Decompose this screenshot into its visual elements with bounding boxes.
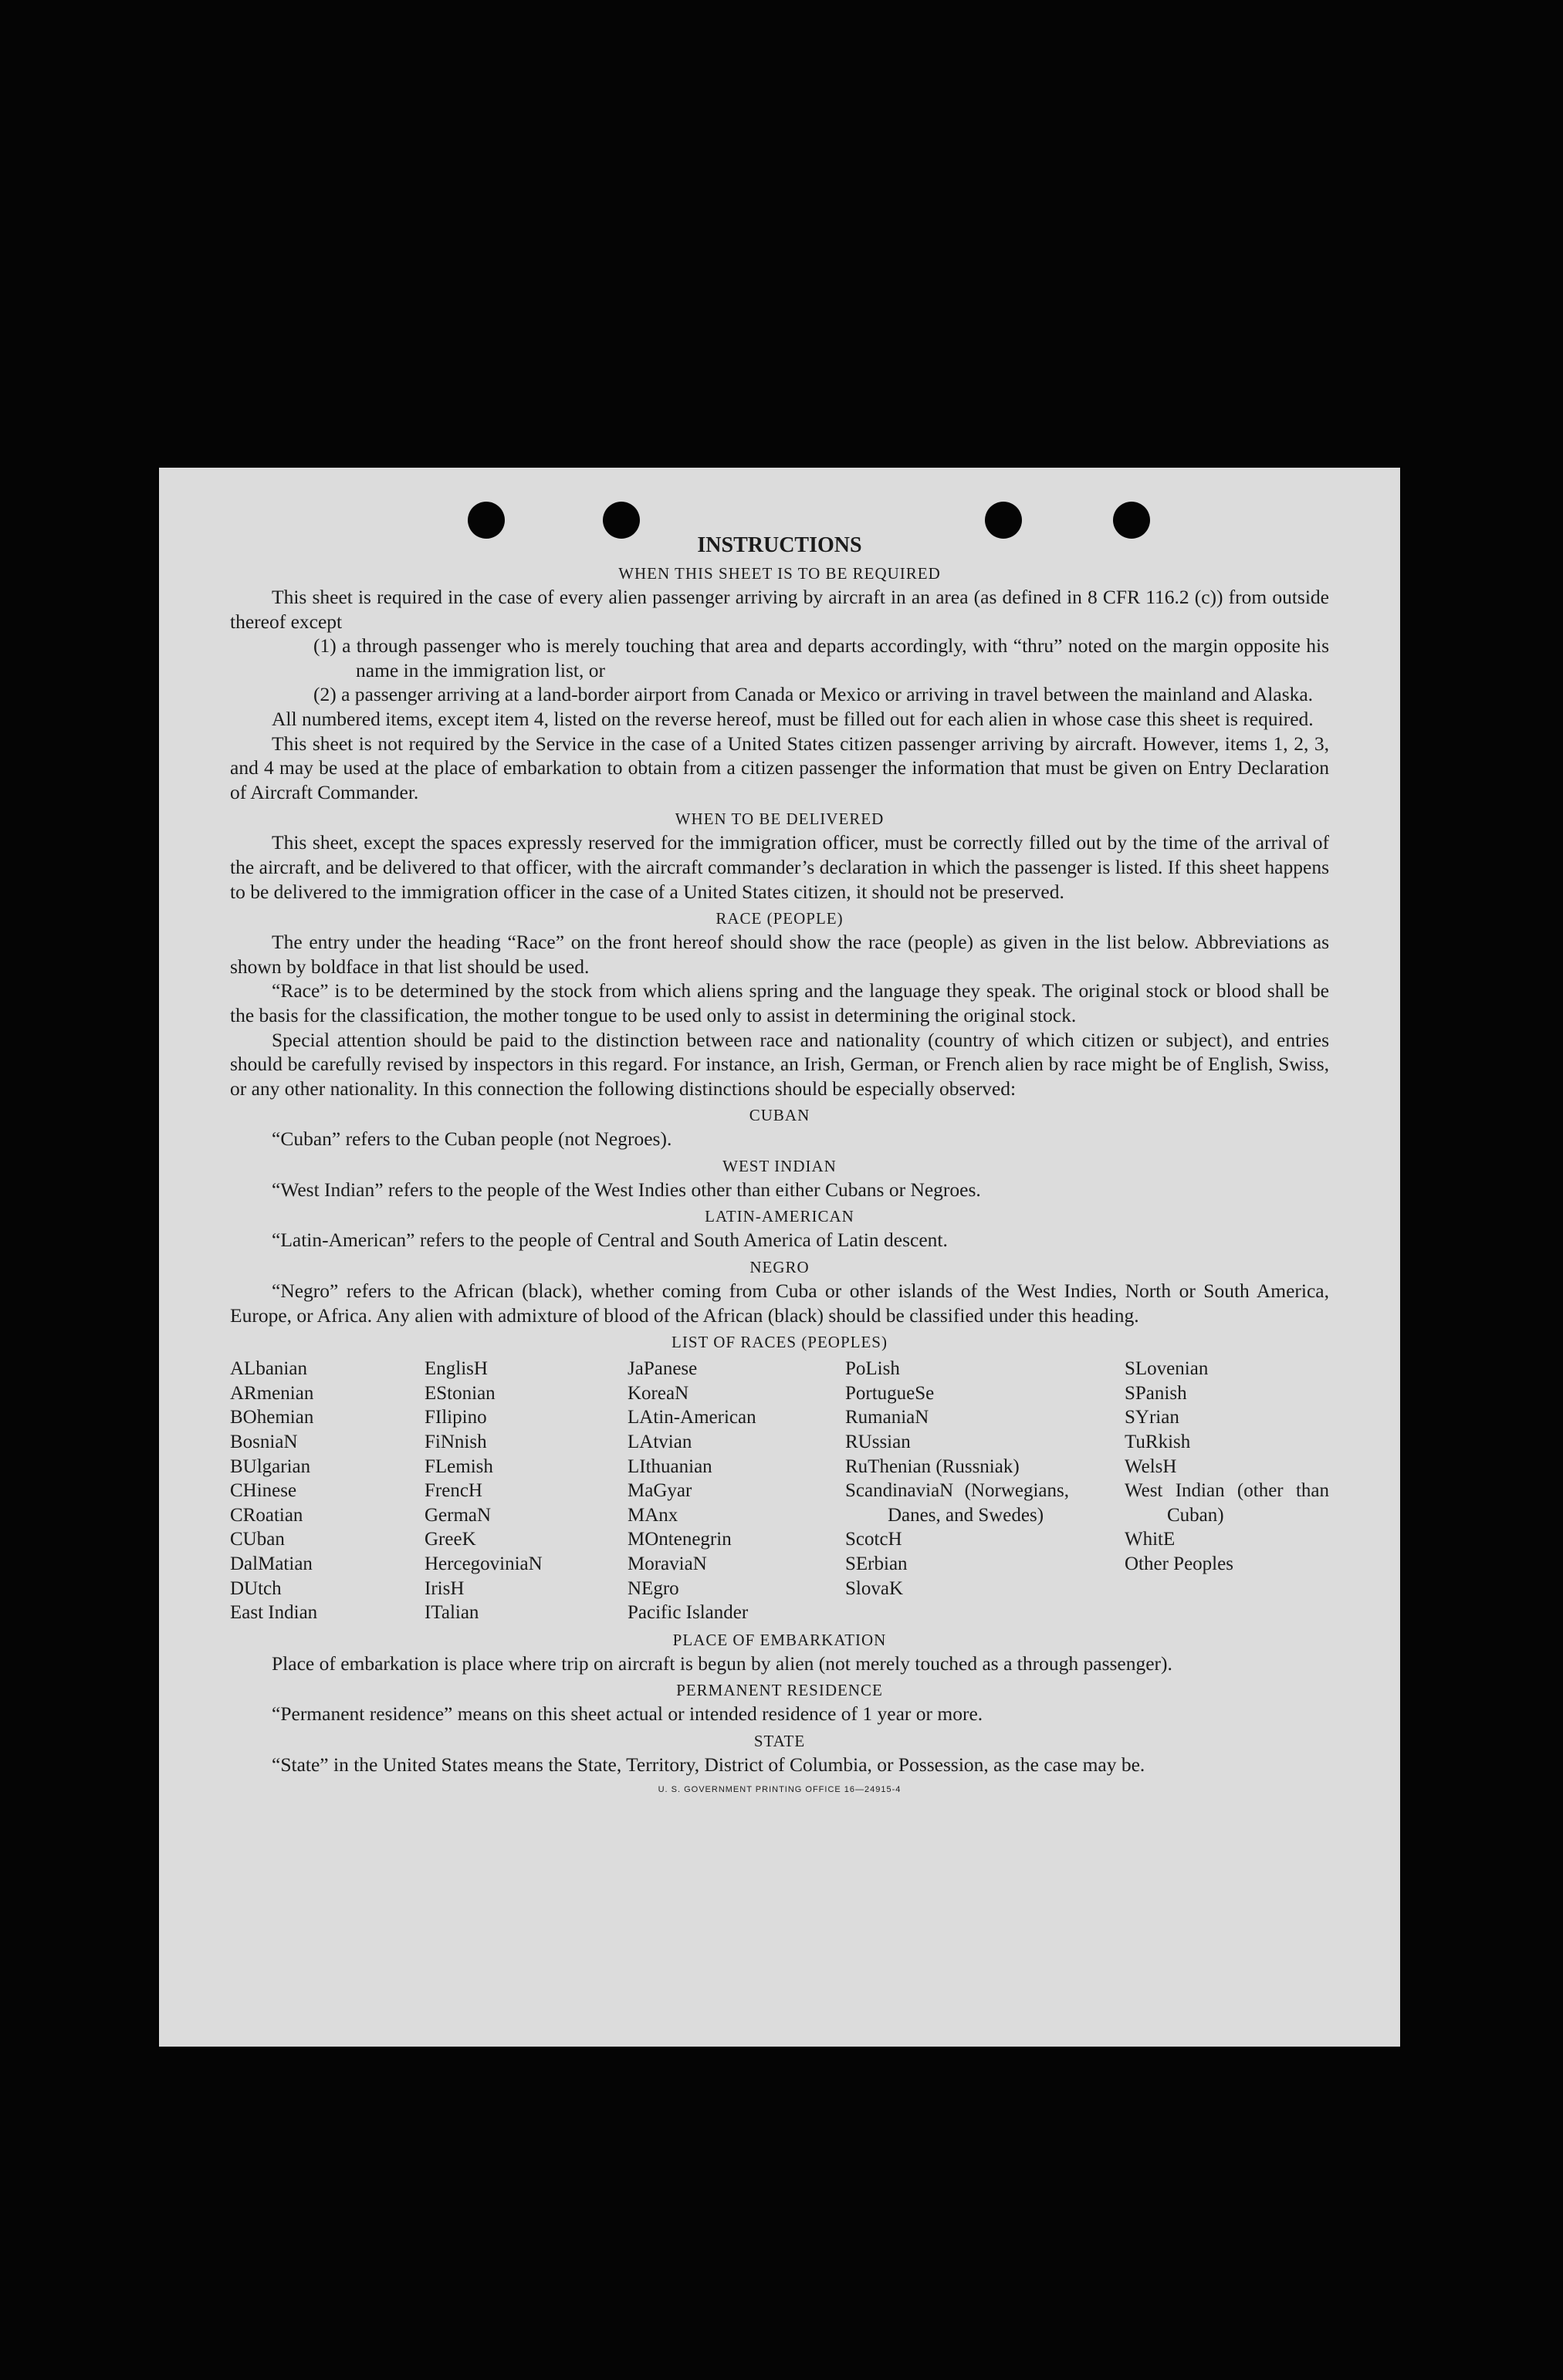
paragraph: “State” in the United States means the State, Territory, District of Columbia, or Possession, as the case may be. bbox=[272, 1753, 1145, 1776]
race-column bbox=[845, 1357, 1069, 1625]
section-heading: WHEN THIS SHEET IS TO BE REQUIRED bbox=[618, 564, 941, 583]
race-item: TuRkish bbox=[1125, 1432, 1191, 1453]
list-item: (1) a through passenger who is merely touching that area and departs accordingly, with “thru” noted on the margin opposite his name in the immigration list, or bbox=[313, 634, 1329, 681]
race-item: FLemish bbox=[425, 1455, 493, 1477]
race-item: MOntenegrin bbox=[628, 1529, 732, 1550]
race-item: WhitE bbox=[1125, 1529, 1176, 1550]
race-item: MAnx bbox=[628, 1504, 678, 1526]
race-item: FrencH bbox=[425, 1480, 482, 1502]
race-item: SYrian bbox=[1125, 1407, 1179, 1428]
paragraph: “Race” is to be determined by the stock from which aliens spring and the language they speak. The original stock or blood shall be the basis for the classification, the mother tongue to be used only to assist in determining the original stock. bbox=[230, 979, 1329, 1026]
race-item: ITalian bbox=[425, 1602, 479, 1624]
race-item: West Indian (other than Cuban) bbox=[1125, 1480, 1329, 1526]
paragraph: The entry under the heading “Race” on the front hereof should show the race (people) as given in the list below. Abbreviations as shown by boldface in that list should be used. bbox=[230, 931, 1329, 978]
race-item: FiNnish bbox=[425, 1432, 487, 1453]
race-item: ScandinaviaN (Norwegians, Danes, and Swedes) bbox=[845, 1480, 1069, 1526]
paragraph: All numbered items, except item 4, listed on the reverse hereof, must be filled out for each alien in whose case this sheet is required. bbox=[272, 707, 1314, 730]
race-item: GermaN bbox=[425, 1504, 492, 1526]
race-item: HercegoviniaN bbox=[425, 1553, 543, 1574]
race-item: SlovaK bbox=[845, 1577, 903, 1599]
race-column bbox=[1125, 1357, 1329, 1625]
race-column bbox=[628, 1357, 845, 1625]
section-heading: LATIN-AMERICAN bbox=[705, 1207, 854, 1226]
list-item: (2) a passenger arriving at a land-border airport from Canada or Mexico or arriving in travel between the mainland and Alaska. bbox=[313, 683, 1314, 706]
race-item: RumaniaN bbox=[845, 1407, 929, 1428]
race-item: EnglisH bbox=[425, 1358, 488, 1380]
section-heading: LIST OF RACES (PEOPLES) bbox=[672, 1333, 888, 1352]
race-item: MaGyar bbox=[628, 1480, 692, 1502]
race-item: LAtvian bbox=[628, 1432, 692, 1453]
race-item: PortugueSe bbox=[845, 1382, 935, 1404]
race-item: CHinese bbox=[230, 1480, 297, 1502]
race-item: DalMatian bbox=[230, 1553, 313, 1574]
page-title: INSTRUCTIONS bbox=[697, 533, 862, 557]
race-item: RUssian bbox=[845, 1432, 911, 1453]
race-item: PoLish bbox=[845, 1358, 900, 1380]
paragraph: This sheet, except the spaces expressly reserved for the immigration officer, must be correctly filled out by the time of the arrival of the aircraft, and be delivered to that officer, with the aircraft commander’s declaration in which the passenger is listed. If this sheet happens to be delivered to the immigration officer in the case of a United States citizen, it should not be preserved. bbox=[230, 831, 1329, 903]
paragraph: “Negro” refers to the African (black), whether coming from Cuba or other islands of the West Indies, North or South America, Europe, or Africa. Any alien with admixture of blood of the African (black) should be classified under this heading. bbox=[230, 1280, 1329, 1327]
paragraph: This sheet is required in the case of every alien passenger arriving by aircraft in an area (as defined in 8 CFR 116.2 (c)) from outside thereof except bbox=[230, 586, 1329, 633]
paragraph: Special attention should be paid to the distinction between race and nationality (country of which citizen or subject), and entries should be carefully revised by inspectors in this regard. For instance, an Irish, German, or French alien by race might be of English, Swiss, or any other nationality. In this connection the following distinctions should be especially observed: bbox=[230, 1028, 1329, 1100]
race-item: ALbanian bbox=[230, 1358, 307, 1380]
race-column bbox=[425, 1357, 628, 1625]
section-heading: NEGRO bbox=[749, 1258, 810, 1277]
paragraph: “Latin-American” refers to the people of Central and South America of Latin descent. bbox=[272, 1229, 948, 1252]
race-item: WelsH bbox=[1125, 1455, 1177, 1477]
section-heading: PLACE OF EMBARKATION bbox=[672, 1630, 887, 1649]
section-heading: WEST INDIAN bbox=[722, 1156, 837, 1175]
race-item: RuThenian (Russniak) bbox=[845, 1455, 1020, 1477]
race-item: ScotcH bbox=[845, 1529, 902, 1550]
race-item: EStonian bbox=[425, 1382, 496, 1404]
race-list bbox=[230, 1357, 1329, 1625]
section-heading: STATE bbox=[753, 1731, 806, 1750]
race-item: Other Peoples bbox=[1125, 1553, 1233, 1574]
race-item: GreeK bbox=[425, 1529, 476, 1550]
document-sheet bbox=[159, 468, 1400, 2047]
race-item: BUlgarian bbox=[230, 1455, 311, 1477]
race-item: SPanish bbox=[1125, 1382, 1187, 1404]
race-column bbox=[230, 1357, 425, 1625]
race-item: IrisH bbox=[425, 1577, 465, 1599]
section-heading: RACE (PEOPLE) bbox=[716, 909, 844, 928]
race-item: NEgro bbox=[628, 1577, 679, 1599]
race-item: KoreaN bbox=[628, 1382, 689, 1404]
race-item: Pacific Islander bbox=[628, 1602, 749, 1624]
paragraph: “West Indian” refers to the people of the West Indies other than either Cubans or Negroes. bbox=[272, 1178, 981, 1201]
race-item: LIthuanian bbox=[628, 1455, 712, 1477]
paragraph: “Permanent residence” means on this sheet actual or intended residence of 1 year or more. bbox=[272, 1702, 983, 1726]
race-item: SLovenian bbox=[1125, 1358, 1209, 1380]
race-item: JaPanese bbox=[628, 1358, 698, 1380]
instructions-content bbox=[230, 532, 1329, 1794]
printer-imprint: U. S. GOVERNMENT PRINTING OFFICE 16—24915-4 bbox=[658, 1784, 902, 1794]
race-item: BOhemian bbox=[230, 1407, 314, 1428]
paragraph: Place of embarkation is place where trip on aircraft is begun by alien (not merely touched as a through passenger). bbox=[272, 1651, 1172, 1675]
section-heading: WHEN TO BE DELIVERED bbox=[675, 810, 885, 829]
race-item: BosniaN bbox=[230, 1432, 298, 1453]
paragraph: This sheet is not required by the Service in the case of a United States citizen passenger arriving by aircraft. However, items 1, 2, 3, and 4 may be used at the place of embarkation to obtain from a citizen passenger the information that must be given on Entry Declaration of Aircraft Commander. bbox=[230, 732, 1329, 803]
paragraph: “Cuban” refers to the Cuban people (not Negroes). bbox=[272, 1127, 672, 1151]
race-item: FIlipino bbox=[425, 1407, 487, 1428]
race-item: LAtin-American bbox=[628, 1407, 756, 1428]
race-item: East Indian bbox=[230, 1602, 318, 1624]
race-item: CRoatian bbox=[230, 1504, 303, 1526]
section-heading: PERMANENT RESIDENCE bbox=[676, 1681, 883, 1700]
race-item: MoraviaN bbox=[628, 1553, 707, 1574]
section-heading: CUBAN bbox=[749, 1106, 810, 1125]
race-item: DUtch bbox=[230, 1577, 282, 1599]
race-item: CUban bbox=[230, 1529, 285, 1550]
race-item: ARmenian bbox=[230, 1382, 314, 1404]
race-item: SErbian bbox=[845, 1553, 908, 1574]
